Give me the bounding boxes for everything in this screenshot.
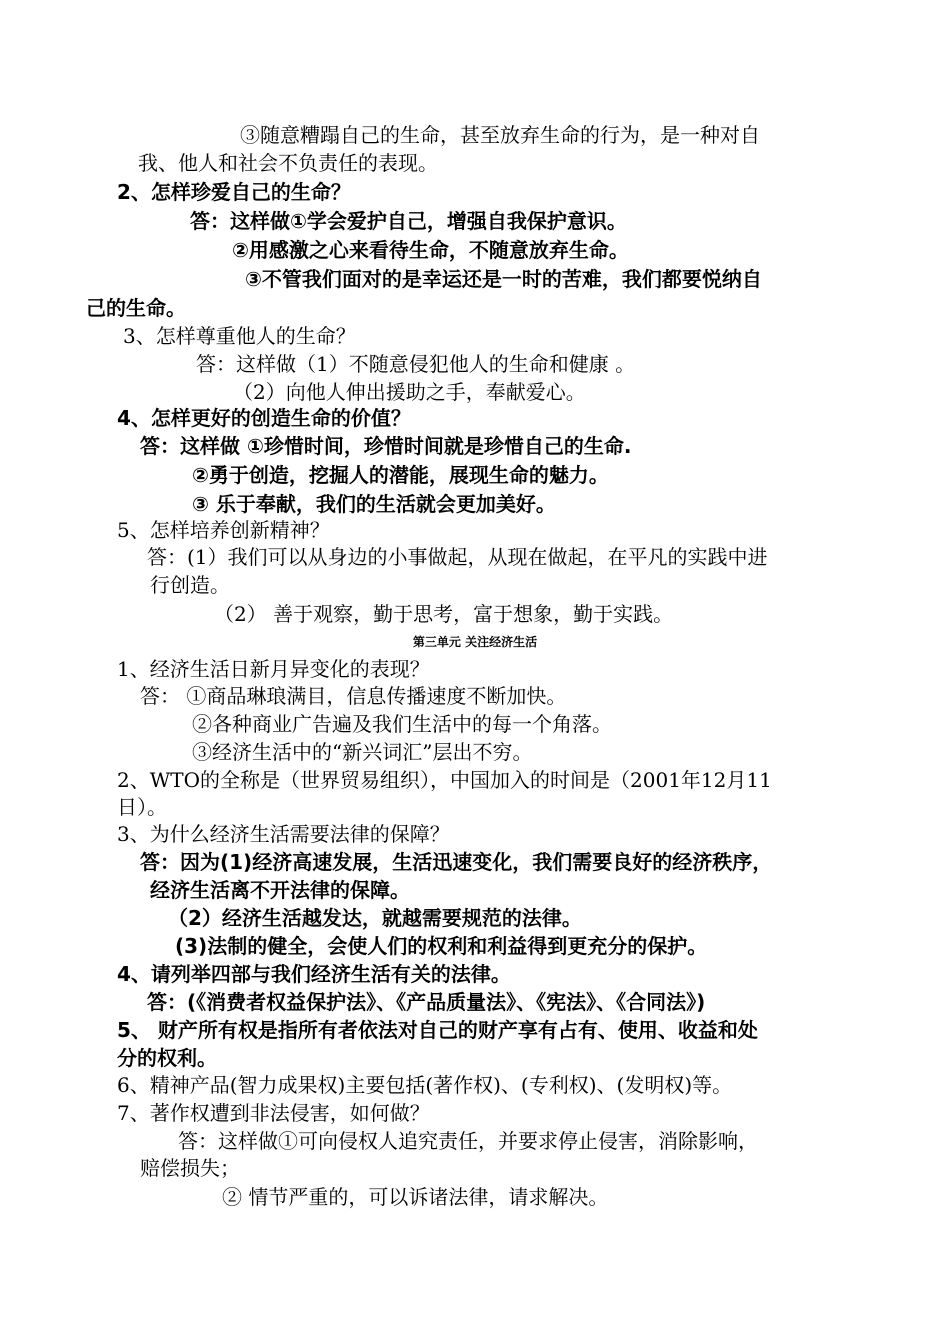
answer-line: (3)法制的健全，会使人们的权利和利益得到更充分的保护。 bbox=[175, 934, 708, 958]
answer-line: ②各种商业广告遍及我们生活中的每一个角落。 bbox=[192, 712, 612, 736]
question-heading: 2、WTO的全称是（世界贸易组织），中国加入的时间是（2001年12月11 bbox=[117, 768, 772, 792]
question-heading: 5、 财产所有权是指所有者依法对自己的财产享有占有、使用、收益和处 bbox=[117, 1018, 758, 1042]
text-line: 我、他人和社会不负责任的表现。 bbox=[138, 151, 438, 175]
answer-line: ②用感激之心来看待生命，不随意放弃生命。 bbox=[232, 238, 629, 262]
answer-line: 答：这样做（1）不随意侵犯他人的生命和健康 。 bbox=[196, 352, 636, 376]
answer-line: 己的生命。 bbox=[86, 296, 186, 320]
answer-line: 答：这样做①可向侵权人追究责任，并要求停止侵害，消除影响， bbox=[178, 1129, 758, 1153]
answer-line: 答：(《消费者权益保护法》、《产品质量法》、《宪法》、《合同法》) bbox=[147, 990, 706, 1014]
question-heading: 3、怎样尊重他人的生命？ bbox=[123, 324, 356, 348]
answer-line: （2）经济生活越发达，就越需要规范的法律。 bbox=[168, 906, 582, 930]
answer-line: ② 情节严重的，可以诉诸法律，请求解决。 bbox=[222, 1185, 609, 1209]
text-line: 分的权利。 bbox=[117, 1046, 217, 1070]
answer-line: 经济生活离不开法律的保障。 bbox=[150, 878, 410, 902]
question-heading: 2、怎样珍爱自己的生命？ bbox=[117, 180, 351, 204]
question-heading: 4、请列举四部与我们经济生活有关的法律。 bbox=[117, 962, 511, 986]
answer-line: ③ 乐于奉献，我们的生活就会更加美好。 bbox=[192, 492, 556, 516]
answer-line: 行创造。 bbox=[150, 573, 230, 597]
question-heading: 4、怎样更好的创造生命的价值？ bbox=[117, 406, 411, 430]
answer-line: 答：这样做①学会爱护自己，增强自我保护意识。 bbox=[190, 209, 627, 233]
text-line: 日）。 bbox=[117, 795, 167, 819]
answer-line: （2） 善于观察，勤于思考，富于想象，勤于实践。 bbox=[214, 602, 674, 626]
question-heading: 1、经济生活日新月异变化的表现？ bbox=[117, 657, 430, 681]
section-title: 第三单元 关注经济生活 bbox=[412, 635, 538, 649]
answer-line: ③经济生活中的“新兴词汇”层出不穷。 bbox=[192, 740, 533, 764]
text-line: ③随意糟蹋自己的生命，甚至放弃生命的行为，是一种对自 bbox=[240, 123, 760, 147]
question-heading: 5、怎样培养创新精神？ bbox=[117, 518, 330, 542]
question-heading: 7、著作权遭到非法侵害，如何做？ bbox=[117, 1101, 430, 1125]
answer-line: ②勇于创造，挖掘人的潜能，展现生命的魅力。 bbox=[192, 463, 609, 487]
answer-line: （2）向他人伸出援助之手，奉献爱心。 bbox=[233, 380, 586, 404]
answer-line: 赔偿损失； bbox=[140, 1156, 240, 1180]
question-heading: 6、精神产品(智力成果权)主要包括(著作权)、(专利权)、(发明权)等。 bbox=[117, 1073, 733, 1097]
answer-line: 答：这样做 ①珍惜时间，珍惜时间就是珍惜自己的生命. bbox=[140, 434, 632, 458]
answer-line: ③不管我们面对的是幸运还是一时的苦难，我们都要悦纳自 bbox=[245, 267, 762, 291]
answer-line: 答：(1）我们可以从身边的小事做起，从现在做起，在平凡的实践中进 bbox=[147, 545, 768, 569]
answer-line: 答：因为(1)经济高速发展，生活迅速变化，我们需要良好的经济秩序， bbox=[140, 850, 773, 874]
question-heading: 3、为什么经济生活需要法律的保障？ bbox=[117, 822, 450, 846]
answer-line: 答： ①商品琳琅满目，信息传播速度不断加快。 bbox=[140, 684, 567, 708]
